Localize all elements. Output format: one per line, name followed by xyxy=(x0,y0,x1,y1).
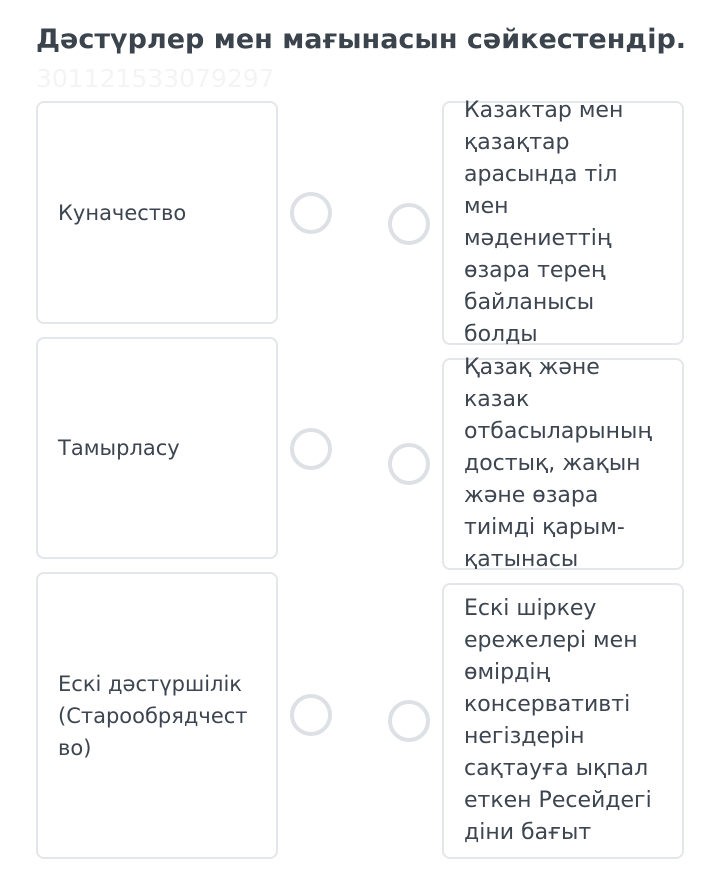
left-card-3[interactable] xyxy=(36,572,278,859)
left-card-label: Тамырласу xyxy=(58,436,180,460)
left-card-1[interactable] xyxy=(36,101,278,324)
right-card-2[interactable] xyxy=(442,355,684,572)
left-match-radio-3[interactable] xyxy=(290,694,332,736)
right-card-label: Казактар мен қазақтар арасында тіл мен мәдениеттің өзара терең байланысы болды xyxy=(464,98,624,347)
right-card-label: Ескі шіркеу ережелері мен өмірдің консервативті негіздерін сақтауға ықпал еткен Ресейдегі діни бағыт xyxy=(464,596,652,845)
right-card-label: Қазақ және казак отбасыларының достық, жақын және өзара тиімді қарым-қатынасы xyxy=(464,355,652,572)
right-match-radio-2[interactable] xyxy=(388,443,430,485)
right-card-3[interactable] xyxy=(442,583,684,859)
left-card-label: Куначество xyxy=(58,200,187,225)
watermark-text: 301121533079297 xyxy=(36,64,275,93)
question-title: Дәстүрлер мен мағынасын сәйкестендір. xyxy=(36,24,687,55)
left-match-radio-1[interactable] xyxy=(290,192,332,234)
right-match-radio-3[interactable] xyxy=(388,700,430,742)
left-card-label: Ескі дәстүршілік (Старообрядчество) xyxy=(58,671,248,760)
right-match-radio-1[interactable] xyxy=(388,203,430,245)
left-card-2[interactable] xyxy=(36,337,278,559)
right-card-1[interactable] xyxy=(442,98,684,347)
left-match-radio-2[interactable] xyxy=(290,428,332,470)
